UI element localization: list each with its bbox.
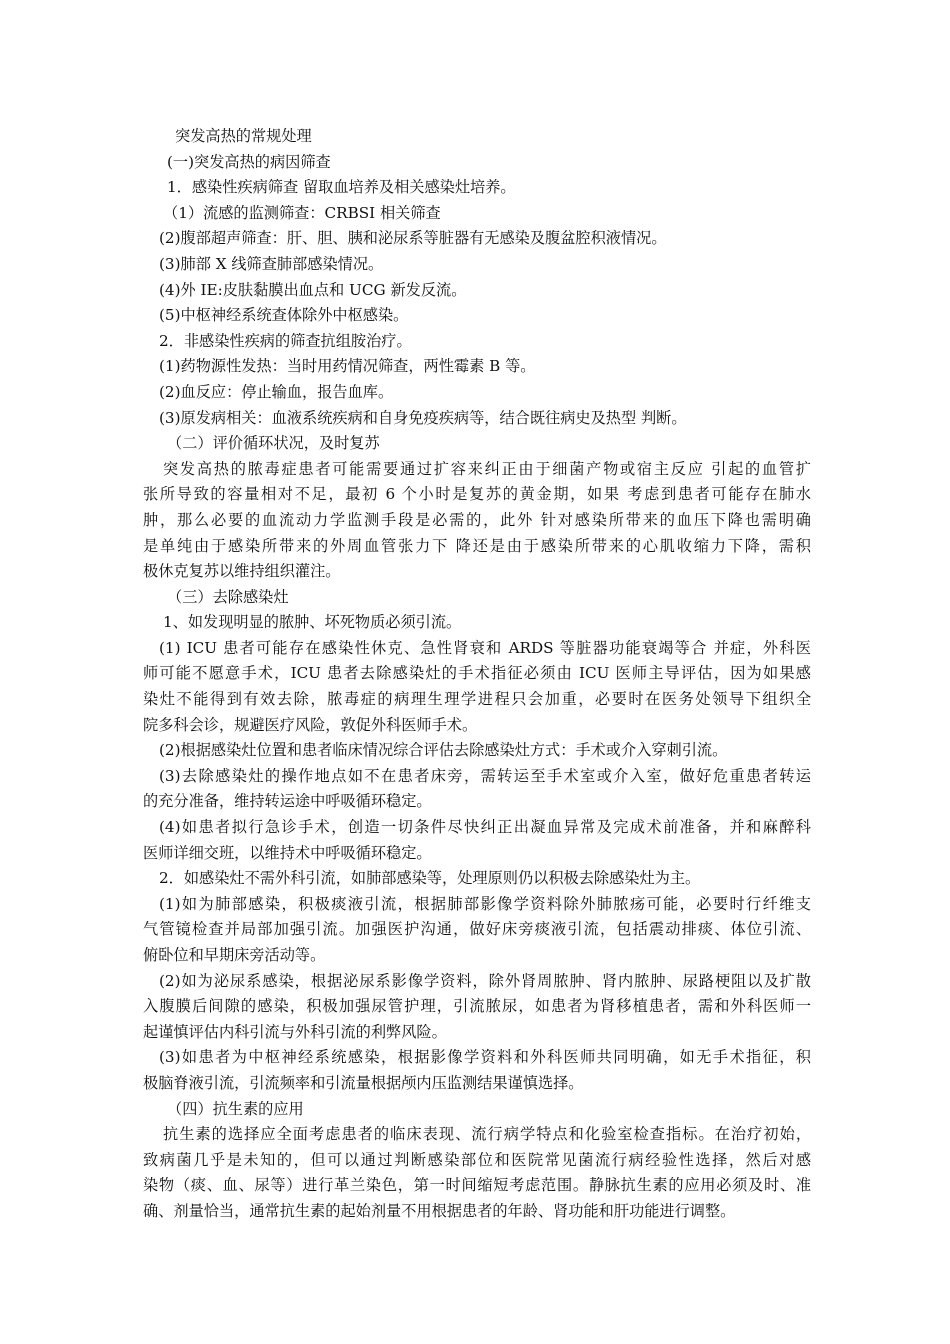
text-line: 极休克复苏以维持组织灌注。 <box>143 562 341 581</box>
text-line: 是单纯由于感染所带来的外周血管张力下 降还是由于感染所带来的心肌收缩力下降，需积 <box>143 536 811 555</box>
text-line: 极脑脊液引流，引流频率和引流量根据颅内压监测结果谨慎选择。 <box>143 1073 584 1092</box>
text-line: (3)肺部 X 线筛查肺部感染情况。 <box>159 254 384 273</box>
text-line: 染灶不能得到有效去除，脓毒症的病理生理学进程只会加重，必要时在医务处领导下组织全 <box>143 690 811 709</box>
text-line: (2)腹部超声筛查：肝、胆、胰和泌尿系等脏器有无感染及腹盆腔积液情况。 <box>159 229 667 248</box>
text-line: (1) ICU 患者可能存在感染性休克、急性肾衰和 ARDS 等脏器功能衰竭等合 并症，外科医 <box>159 638 811 657</box>
text-line: 突发高热的脓毒症患者可能需要通过扩容来纠正由于细菌产物或宿主反应 引起的血管扩 <box>163 459 811 478</box>
text-line: 师可能不愿意手术，ICU 患者去除感染灶的手术指征必须由 ICU 医师主导评估，因为如果感 <box>143 664 811 683</box>
text-line: 医师详细交班，以维持术中呼吸循环稳定。 <box>143 843 432 862</box>
text-line: (2)如为泌尿系感染，根据泌尿系影像学资料，除外肾周脓肿、肾内脓肿、尿路梗阻以及扩散 <box>159 971 811 990</box>
text-line: 张所导致的容量相对不足，最初 6 个小时是复苏的黄金期，如果 考虑到患者可能存在肺水 <box>143 485 811 504</box>
document-title: 突发高热的常规处理 <box>175 127 312 145</box>
text-line: （三）去除感染灶 <box>167 587 289 606</box>
text-line: (3)去除感染灶的操作地点如不在患者床旁，需转运至手术室或介入室，做好危重患者转运 <box>159 766 811 785</box>
text-line: (3)原发病相关：血液系统疾病和自身免疫疾病等，结合既往病史及热型 判断。 <box>159 408 687 427</box>
text-line: 入腹膜后间隙的感染，积极加强尿管护理，引流脓尿，如患者为肾移植患者，需和外科医师一 <box>143 997 811 1016</box>
text-line: 肿，那么必要的血流动力学监测手段是必需的，此外 针对感染所带来的血压下降也需明确 <box>143 510 811 529</box>
text-line: 染物（痰、血、尿等）进行革兰染色，第一时间缩短考虑范围。静脉抗生素的应用必须及时、准 <box>143 1176 811 1195</box>
text-line: (一)突发高热的病因筛查 <box>167 152 331 171</box>
text-line: 气管镜检查并局部加强引流。加强医护沟通，做好床旁痰液引流，包括震动排痰、体位引流、 <box>143 920 811 939</box>
text-line: 院多科会诊，规避医疗风险，敦促外科医师手术。 <box>143 715 478 734</box>
text-line: 致病菌几乎是未知的，但可以通过判断感染部位和医院常见菌流行病经验性选择，然后对感 <box>143 1150 811 1169</box>
text-line: （1）流感的监测筛查：CRBSI 相关筛查 <box>163 203 441 222</box>
text-line: 俯卧位和早期床旁活动等。 <box>143 946 326 964</box>
text-line: 2．非感染性疾病的筛查抗组胺治疗。 <box>159 331 412 350</box>
text-line: 1、如发现明显的脓肿、坏死物质必须引流。 <box>163 613 462 632</box>
text-line: 起谨慎评估内科引流与外科引流的利弊风险。 <box>143 1022 447 1041</box>
text-line: (2)血反应：停止输血，报告血库。 <box>159 382 394 401</box>
text-line: (5)中枢神经系统查体除外中枢感染。 <box>159 306 409 325</box>
text-line: (4)外 IE:皮肤黏膜出血点和 UCG 新发反流。 <box>159 280 467 299</box>
text-line: 1．感染性疾病筛查 留取血培养及相关感染灶培养。 <box>167 178 516 197</box>
document-body <box>143 124 811 1225</box>
text-line: 的充分准备，维持转运途中呼吸循环稳定。 <box>143 792 432 811</box>
text-line: 2．如感染灶不需外科引流，如肺部感染等，处理原则仍以积极去除感染灶为主。 <box>159 869 701 888</box>
text-line: (2)根据感染灶位置和患者临床情况综合评估去除感染灶方式：手术或介入穿刺引流。 <box>159 741 728 760</box>
text-line: (1)如为肺部感染，积极痰液引流，根据肺部影像学资料除外肺脓疡可能，必要时行纤维支 <box>159 894 811 913</box>
text-line: (4)如患者拟行急诊手术，创造一切条件尽快纠正出凝血异常及完成术前准备，并和麻醉科 <box>159 818 811 837</box>
text-line: (3)如患者为中枢神经系统感染，根据影像学资料和外科医师共同明确，如无手术指征，积 <box>159 1048 811 1067</box>
text-line: (1)药物源性发热：当时用药情况筛查，两性霉素 B 等。 <box>159 357 536 376</box>
text-line: （二）评价循环状况，及时复苏 <box>167 434 380 453</box>
text-line: 确、剂量恰当，通常抗生素的起始剂量不用根据患者的年龄、肾功能和肝功能进行调整。 <box>143 1201 736 1220</box>
text-line: 抗生素的选择应全面考虑患者的临床表现、流行病学特点和化验室检查指标。在治疗初始， <box>163 1125 811 1144</box>
text-line: （四）抗生素的应用 <box>167 1099 304 1118</box>
